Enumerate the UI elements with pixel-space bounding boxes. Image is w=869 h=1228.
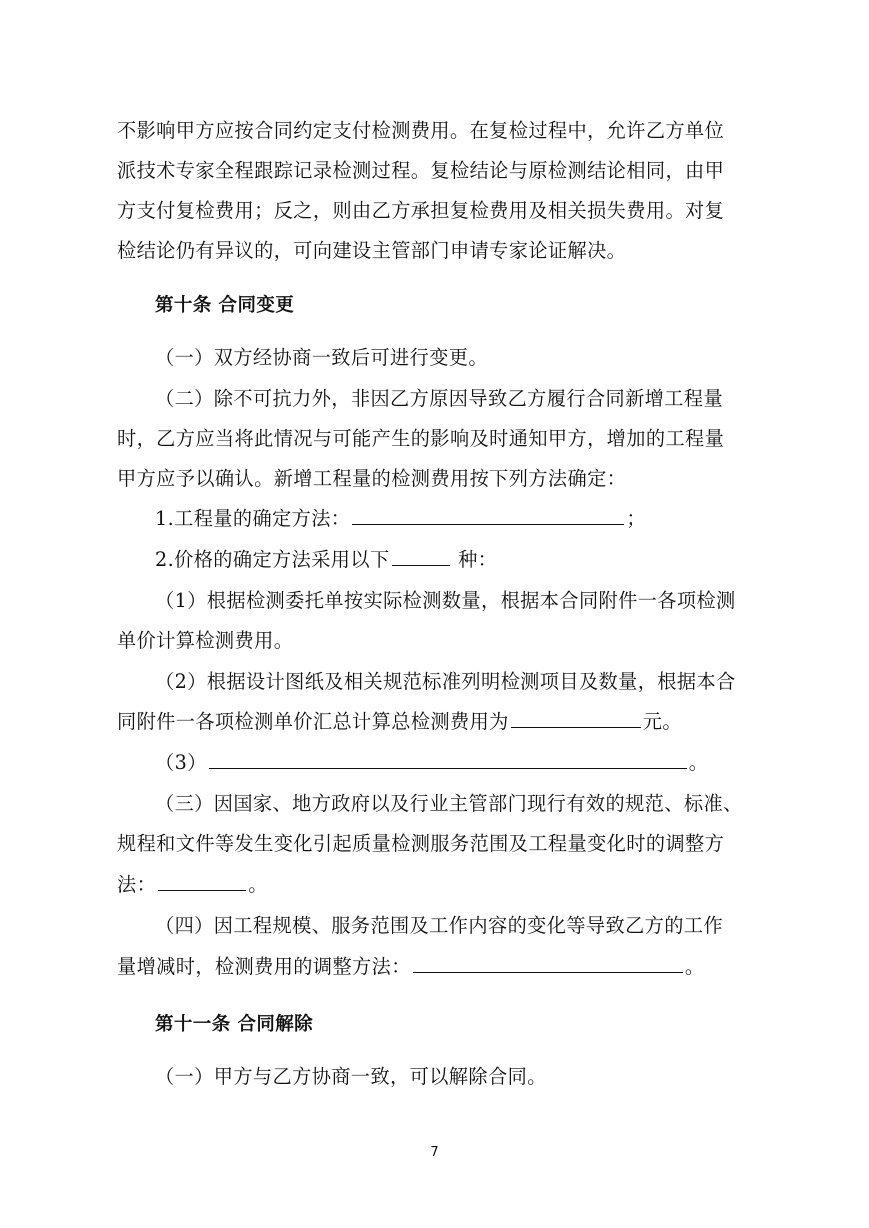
option-text: （2）根据设计图纸及相关规范标准列明检测项目及数量，根据本合 (155, 670, 736, 693)
clause-text: （一）甲方与乙方协商一致，可以解除合同。 (155, 1065, 547, 1088)
adjust-method-blank[interactable] (158, 870, 246, 891)
clause-text: 甲方应予以确认。新增工程量的检测费用按下列方法确定： (117, 467, 627, 490)
option-3-line (155, 746, 757, 780)
field-label: 2.价格的确定方法采用以下 (155, 548, 390, 571)
field-label: 法： (117, 873, 157, 896)
field-end: ； (626, 507, 646, 530)
price-method-blank[interactable] (392, 545, 450, 566)
body-text-line: 方支付复检费用；反之，则由乙方承担复检费用及相关损失费用。对复 (117, 199, 725, 222)
field-label: 1.工程量的确定方法： (155, 507, 351, 530)
article-11-heading: 第十一条 合同解除 (155, 1014, 314, 1035)
body-text-line: 不影响甲方应按合同约定支付检测费用。在复检过程中，允许乙方单位 (117, 119, 725, 142)
total-fee-line (117, 705, 757, 739)
price-method-line (155, 543, 757, 577)
field-end: 。 (684, 955, 705, 978)
clause-text: 规程和文件等发生变化引起质量检测服务范围及工程量变化时的调整方 (117, 832, 725, 855)
field-label: 量增减时，检测费用的调整方法： (117, 955, 411, 978)
field-end: 元。 (642, 710, 682, 733)
fee-adjust-line (117, 950, 757, 984)
option-text: （1）根据检测委托单按实际检测数量，根据本合同附件一各项检测 (155, 589, 736, 612)
quantity-method-blank[interactable] (352, 504, 624, 525)
clause-text: （四）因工程规模、服务范围及工作内容的变化等导致乙方的工作 (155, 914, 724, 937)
clause-text: （三）因国家、地方政府以及行业主管部门现行有效的规范、标准、 (155, 792, 743, 815)
adjust-method-line (117, 868, 757, 902)
body-text-line: 派技术专家全程跟踪记录检测过程。复检结论与原检测结论相同，由甲 (117, 159, 725, 182)
option-text: 单价计算检测费用。 (117, 629, 294, 652)
quantity-method-line (155, 502, 757, 536)
fee-adjust-blank[interactable] (413, 952, 683, 973)
body-text-line: 检结论仍有异议的，可向建设主管部门申请专家论证解决。 (117, 239, 627, 262)
field-end: 种： (451, 548, 498, 571)
clause-text: （一）双方经协商一致后可进行变更。 (155, 346, 488, 369)
option-3-blank[interactable] (209, 748, 687, 769)
clause-text: （二）除不可抗力外，非因乙方原因导致乙方履行合同新增工程量 (155, 387, 724, 410)
field-end: 。 (688, 751, 709, 774)
total-fee-blank[interactable] (511, 707, 641, 728)
field-end: 。 (248, 873, 268, 896)
article-10-heading: 第十条 合同变更 (155, 295, 295, 316)
page-number: 7 (430, 1145, 439, 1160)
field-label: （3） (155, 751, 207, 774)
clause-text: 时，乙方应当将此情况与可能产生的影响及时通知甲方，增加的工程量 (117, 427, 725, 450)
field-label: 同附件一各项检测单价汇总计算总检测费用为 (117, 710, 509, 733)
